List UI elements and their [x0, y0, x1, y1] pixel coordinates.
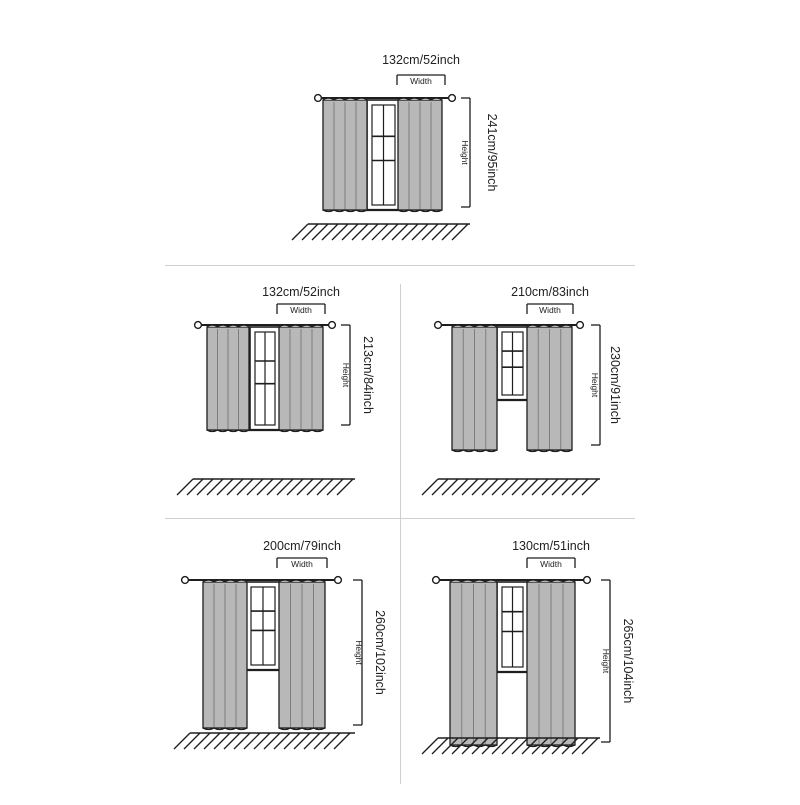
floor-hatch [512, 738, 528, 754]
floor-hatch [432, 224, 448, 240]
floor-hatch [304, 733, 320, 749]
height-label: Height [354, 640, 364, 665]
floor-hatch [502, 479, 518, 495]
floor-hatch [512, 479, 528, 495]
floor-hatch [492, 479, 508, 495]
floor-hatch [307, 479, 323, 495]
width-measurement: 130cm/51inch [512, 539, 590, 553]
panel-middle-left [177, 285, 375, 495]
width-label: Width [539, 305, 561, 315]
floor-hatch [342, 224, 358, 240]
floor-hatch [372, 224, 388, 240]
floor-hatch [332, 224, 348, 240]
width-label: Width [291, 559, 313, 569]
panel-bottom-right [422, 539, 635, 754]
floor-hatch [287, 479, 303, 495]
window [243, 582, 283, 670]
floor-hatch [297, 479, 313, 495]
floor-hatch [194, 733, 210, 749]
floor-hatch [382, 224, 398, 240]
height-measurement: 241cm/95inch [485, 113, 499, 192]
rod-finial-right [577, 322, 584, 329]
width-measurement: 132cm/52inch [262, 285, 340, 299]
floor-hatch [277, 479, 293, 495]
floor-hatch [174, 733, 190, 749]
floor-hatch [217, 479, 233, 495]
floor-hatch [257, 479, 273, 495]
floor-hatch [452, 224, 468, 240]
curtain-panel-left [452, 325, 497, 452]
floor-hatch [362, 224, 378, 240]
floor-hatch [204, 733, 220, 749]
window [494, 327, 531, 400]
floor-hatch [237, 479, 253, 495]
floor-hatch [224, 733, 240, 749]
height-measurement: 230cm/91inch [608, 346, 622, 424]
width-label: Width [290, 305, 312, 315]
rod-finial-left [182, 577, 189, 584]
floor-hatch [322, 224, 338, 240]
floor-hatch [302, 224, 318, 240]
floor-hatch [422, 738, 438, 754]
floor-hatch [264, 733, 280, 749]
floor-hatch [432, 479, 448, 495]
rod-finial-right [335, 577, 342, 584]
width-label: Width [540, 559, 562, 569]
curtain-panel-right [279, 580, 325, 730]
rod-finial-right [329, 322, 336, 329]
floor-hatch [582, 738, 598, 754]
panel-middle-right [422, 285, 622, 495]
window [364, 100, 403, 210]
floor-hatch [294, 733, 310, 749]
floor-hatch [562, 479, 578, 495]
floor-hatch [522, 479, 538, 495]
floor-hatch [482, 479, 498, 495]
height-measurement: 213cm/84inch [361, 336, 375, 414]
rod-finial-right [584, 577, 591, 584]
floor-hatch [214, 733, 230, 749]
curtain-panel-right [527, 325, 572, 452]
floor-hatch [227, 479, 243, 495]
floor-hatch [532, 479, 548, 495]
panel-bottom-left [174, 539, 387, 749]
floor-hatch [187, 479, 203, 495]
floor [422, 479, 600, 495]
curtain-panel-right [398, 98, 442, 212]
floor-hatch [317, 479, 333, 495]
height-measurement: 265cm/104inch [621, 618, 635, 704]
floor-hatch [572, 479, 588, 495]
floor-hatch [247, 479, 263, 495]
rod-finial-left [433, 577, 440, 584]
window [247, 327, 283, 430]
floor-hatch [207, 479, 223, 495]
floor-hatch [462, 479, 478, 495]
floor-hatch [327, 479, 343, 495]
floor-hatch [324, 733, 340, 749]
window [494, 582, 531, 672]
floor-hatch [184, 733, 200, 749]
floor-hatch [432, 738, 448, 754]
floor-hatch [452, 479, 468, 495]
curtain-panel-left [323, 98, 367, 212]
floor-hatch [422, 224, 438, 240]
floor-hatch [267, 479, 283, 495]
floor-hatch [314, 733, 330, 749]
rod-finial-left [435, 322, 442, 329]
height-label: Height [341, 362, 351, 388]
floor-hatch [442, 479, 458, 495]
floor-hatch [284, 733, 300, 749]
floor-hatch [177, 479, 193, 495]
height-label: Height [460, 140, 470, 165]
floor-hatch [502, 738, 518, 754]
floor-hatch [582, 479, 598, 495]
floor-hatch [352, 224, 368, 240]
curtain-panel-left [203, 580, 247, 730]
width-measurement: 210cm/83inch [511, 285, 589, 299]
floor-hatch [334, 733, 350, 749]
curtain-panel-left [207, 325, 249, 432]
horizontal-divider-top [165, 265, 635, 266]
floor-hatch [312, 224, 328, 240]
rod-finial-right [449, 95, 456, 102]
curtain-panel-right [527, 580, 575, 747]
floor-hatch [292, 224, 308, 240]
vertical-divider [400, 284, 401, 784]
floor-hatch [254, 733, 270, 749]
floor-hatch [442, 224, 458, 240]
height-measurement: 260cm/102inch [373, 610, 387, 695]
panel-top [292, 53, 499, 240]
floor-hatch [274, 733, 290, 749]
floor [177, 479, 355, 495]
floor-hatch [197, 479, 213, 495]
width-label: Width [410, 76, 432, 86]
floor [292, 224, 470, 240]
width-measurement: 200cm/79inch [263, 539, 341, 553]
floor-hatch [392, 224, 408, 240]
floor-hatch [552, 479, 568, 495]
floor-hatch [244, 733, 260, 749]
floor-hatch [422, 479, 438, 495]
floor [174, 733, 355, 749]
width-measurement: 132cm/52inch [382, 53, 460, 67]
rod-finial-left [195, 322, 202, 329]
curtain-panel-left [450, 580, 497, 747]
rod-finial-left [315, 95, 322, 102]
floor-hatch [412, 224, 428, 240]
curtain-panel-right [279, 325, 323, 432]
floor-hatch [472, 479, 488, 495]
height-label: Height [601, 648, 611, 674]
floor-hatch [542, 479, 558, 495]
height-label: Height [590, 372, 600, 398]
floor-hatch [337, 479, 353, 495]
floor-hatch [234, 733, 250, 749]
floor-hatch [402, 224, 418, 240]
